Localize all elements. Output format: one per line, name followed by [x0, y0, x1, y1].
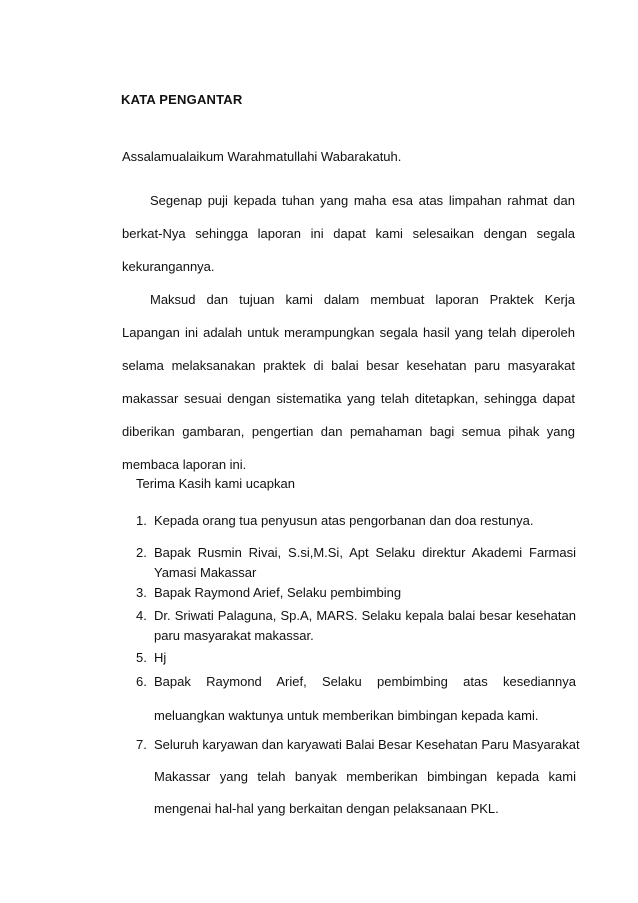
list-item: [136, 543, 576, 583]
paragraph-1: [122, 184, 575, 283]
list-number: 6.: [136, 674, 147, 689]
list-line: Bapak Rusmin Rivai, S.si,M.Si, Apt Selaku direktur Akademi Farmasi: [154, 545, 576, 560]
list-line: mengenai hal-hal yang berkaitan dengan pelaksanaan PKL.: [154, 801, 499, 816]
paragraph-line: selama melaksanakan praktek di balai besar kesehatan paru masyarakat: [122, 358, 575, 373]
list-item: [136, 649, 576, 667]
list-line: Seluruh karyawan dan karyawati Balai Besar Kesehatan Paru Masyarakat: [154, 737, 580, 752]
thanks-heading: Terima Kasih kami ucapkan: [136, 476, 295, 491]
list-number: 4.: [136, 608, 147, 623]
paragraph-line: membaca laporan ini.: [122, 457, 247, 472]
paragraph-line: diberikan gambaran, pengertian dan pemahaman bagi semua pihak yang: [122, 424, 575, 439]
paragraph-line: Maksud dan tujuan kami dalam membuat laporan Praktek Kerja: [150, 292, 575, 307]
list-number: 5.: [136, 650, 147, 665]
list-item: [136, 584, 576, 602]
list-line: Dr. Sriwati Palaguna, Sp.A, MARS. Selaku kepala balai besar kesehatan: [154, 608, 576, 623]
list-item: [136, 736, 580, 818]
list-line: Hj: [154, 650, 167, 665]
list-line: Bapak Raymond Arief, Selaku pembimbing atas kesediannya: [154, 674, 576, 689]
list-number: 7.: [136, 737, 147, 752]
list-item: [136, 606, 576, 646]
paragraph-line: berkat-Nya sehingga laporan ini dapat kami selesaikan dengan segala: [122, 226, 575, 241]
list-line: Bapak Raymond Arief, Selaku pembimbing: [154, 585, 402, 600]
paragraph-line: makassar sesuai dengan sistematika yang telah ditetapkan, sehingga dapat: [122, 391, 575, 406]
page-title: KATA PENGANTAR: [121, 92, 243, 107]
list-number: 2.: [136, 545, 147, 560]
list-line: meluangkan waktunya untuk memberikan bimbingan kepada kami.: [154, 708, 539, 723]
greeting: Assalamualaikum Warahmatullahi Wabarakatuh.: [122, 149, 402, 164]
list-line: Makassar yang telah banyak memberikan bimbingan kepada kami: [154, 769, 576, 784]
paragraph-line: Lapangan ini adalah untuk merampungkan segala hasil yang telah diperoleh: [122, 325, 575, 340]
list-item: [136, 512, 576, 530]
paragraph-2: [122, 283, 575, 481]
list-number: 3.: [136, 585, 147, 600]
paragraph-line: kekurangannya.: [122, 259, 215, 274]
list-line: paru masyarakat makassar.: [154, 628, 314, 643]
list-line: Kepada orang tua penyusun atas pengorbanan dan doa restunya.: [154, 513, 534, 528]
list-number: 1.: [136, 513, 147, 528]
list-line: Yamasi Makassar: [154, 565, 257, 580]
paragraph-line: Segenap puji kepada tuhan yang maha esa atas limpahan rahmat dan: [150, 193, 575, 208]
list-item: [136, 673, 576, 725]
